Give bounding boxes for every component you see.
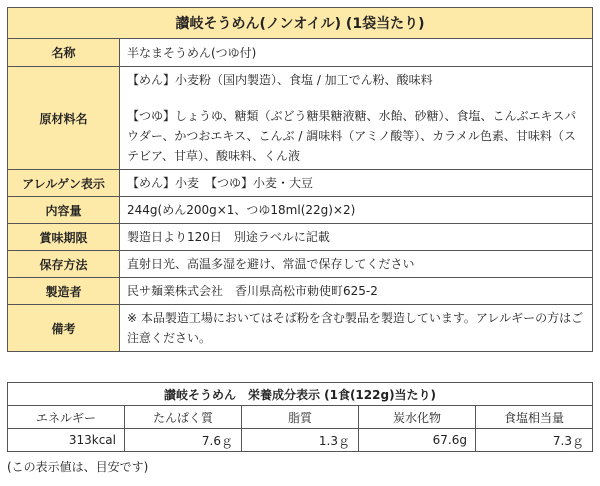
nutrition-header: 食塩相当量 (476, 406, 593, 429)
nutrition-header: エネルギー (8, 406, 125, 429)
spec-title: 讃岐そうめん(ノンオイル) (1袋当たり) (8, 8, 593, 39)
spec-value: ※ 本品製造工場においてはそば粉を含む製品を製造しています。アレルギーの方はご注意ください。 (120, 305, 593, 352)
nutrition-title: 讃岐そうめん 栄養成分表示 (1食(122g)当たり) (8, 383, 593, 406)
spec-label: 原材料名 (8, 67, 120, 170)
spec-label: 備考 (8, 305, 120, 352)
footnote: (この表示値は、目安です) (7, 460, 149, 474)
spec-value: 244g(めん200g×1、つゆ18ml(22g)×2) (120, 197, 593, 224)
nutrition-value: 7.6ｇ (125, 429, 242, 452)
spec-label: 名称 (8, 39, 120, 67)
nutrition-header: 炭水化物 (359, 406, 476, 429)
ingredients-noodles: 【めん】小麦粉（国内製造）、食塩 / 加工でん粉、酸味料 (127, 73, 433, 87)
spec-value: 直射日光、高温多湿を避け、常温で保存してください (120, 251, 593, 278)
nutrition-value: 7.3ｇ (476, 429, 593, 452)
nutrition-header: たんぱく質 (125, 406, 242, 429)
nutrition-value: 1.3ｇ (242, 429, 359, 452)
product-spec-table (7, 7, 593, 352)
spec-label: 製造者 (8, 278, 120, 305)
nutrition-table (7, 382, 593, 452)
spec-row-ingredients (8, 67, 593, 170)
spec-row-allergen (8, 170, 593, 197)
spec-row-name (8, 39, 593, 67)
nutrition-value-row (8, 429, 593, 452)
nutrition-header: 脂質 (242, 406, 359, 429)
spec-row-expiry (8, 224, 593, 251)
spec-label: 内容量 (8, 197, 120, 224)
spec-label: 賞味期限 (8, 224, 120, 251)
spec-row-storage (8, 251, 593, 278)
spec-value: 半なまそうめん(つゆ付) (120, 39, 593, 67)
nutrition-value: 313kcal (8, 429, 125, 452)
spec-row-remarks (8, 305, 593, 352)
spec-row-manufacturer (8, 278, 593, 305)
spec-value: 【めん】小麦 【つゆ】小麦・大豆 (120, 170, 593, 197)
ingredients-soup: 【つゆ】しょうゆ、糖類（ぶどう糖果糖液糖、水飴、砂糖）、食塩、こんぶエキスパウダー、かつおエキス、こんぶ / 調味料（アミノ酸等）、カラメル色素、甘味料（ステビア、甘草）、酸味料、くん液 (127, 109, 577, 163)
spec-row-content (8, 197, 593, 224)
spec-label: アレルゲン表示 (8, 170, 120, 197)
spec-value (120, 67, 593, 170)
nutrition-header-row (8, 406, 593, 429)
spec-value: 製造日より120日 別途ラベルに記載 (120, 224, 593, 251)
spec-label: 保存方法 (8, 251, 120, 278)
nutrition-value: 67.6g (359, 429, 476, 452)
spec-value: 民サ麺業株式会社 香川県高松市勅使町625-2 (120, 278, 593, 305)
